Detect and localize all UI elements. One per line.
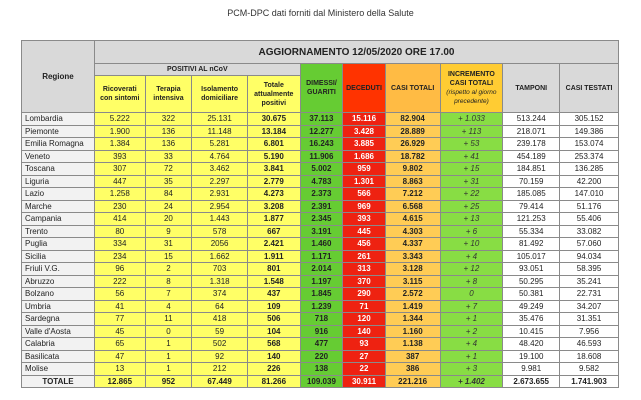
deceduti-cell: 959: [343, 163, 386, 176]
terapia-cell: 33: [145, 150, 192, 163]
deceduti-header: DECEDUTI: [343, 64, 386, 113]
region-header: Regione: [22, 41, 95, 113]
table-row: [22, 350, 619, 363]
casi-totali-cell: 3.115: [385, 275, 440, 288]
casi-testati-cell: 31.351: [560, 313, 619, 326]
incremento-cell: + 8: [440, 275, 503, 288]
dimessi-cell: 12.277: [300, 125, 343, 138]
incremento-cell: + 10: [440, 238, 503, 251]
incremento-cell: + 2: [440, 325, 503, 338]
ricoverati-cell: 56: [94, 288, 145, 301]
dimessi-cell: 1.845: [300, 288, 343, 301]
isolamento-cell: 1.662: [192, 250, 248, 263]
terapia-cell: 20: [145, 213, 192, 226]
dimessi-cell: 4.783: [300, 175, 343, 188]
tamponi-cell: 55.334: [503, 225, 560, 238]
ricoverati-cell: 334: [94, 238, 145, 251]
table-row: [22, 150, 619, 163]
casi-testati-cell: 94.034: [560, 250, 619, 263]
dimessi-cell: 5.002: [300, 163, 343, 176]
table-row: [22, 163, 619, 176]
ricoverati-cell: 77: [94, 313, 145, 326]
terapia-cell: 9: [145, 225, 192, 238]
ricoverati-cell: 1.258: [94, 188, 145, 201]
deceduti-cell: 456: [343, 238, 386, 251]
total-row: [22, 375, 619, 388]
incremento-cell: + 15: [440, 163, 503, 176]
dimessi-cell: 2.014: [300, 263, 343, 276]
casi-totali-cell: 7.212: [385, 188, 440, 201]
incremento-cell: + 31: [440, 175, 503, 188]
region-name: Molise: [22, 363, 95, 376]
casi-totali-cell: 1.138: [385, 338, 440, 351]
incremento-cell: + 1: [440, 350, 503, 363]
ricoverati-cell: 447: [94, 175, 145, 188]
table-row: [22, 275, 619, 288]
casi-totali-cell: 82.904: [385, 113, 440, 126]
totale-positivi-cell: 6.801: [247, 138, 300, 151]
casi-totali-cell: 3.343: [385, 250, 440, 263]
tamponi-header: TAMPONI: [503, 64, 560, 113]
ricoverati-cell: 222: [94, 275, 145, 288]
casi-testati-cell: 57.060: [560, 238, 619, 251]
casi-testati-cell: 34.207: [560, 300, 619, 313]
update-title: AGGIORNAMENTO 12/05/2020 ORE 17.00: [94, 41, 618, 64]
ricoverati-cell: 5.222: [94, 113, 145, 126]
totale-positivi-cell: 1.911: [247, 250, 300, 263]
casi-totali-cell: 4.303: [385, 225, 440, 238]
tamponi-cell: 454.189: [503, 150, 560, 163]
totale-positivi-cell: 1.877: [247, 213, 300, 226]
terapia-cell: 1: [145, 338, 192, 351]
deceduti-cell: 3.428: [343, 125, 386, 138]
region-name: Friuli V.G.: [22, 263, 95, 276]
casi-testati-cell: 136.285: [560, 163, 619, 176]
dimessi-cell: 2.345: [300, 213, 343, 226]
incremento-note: (rispetto al giorno precedente): [446, 89, 497, 105]
incremento-cell: + 53: [440, 138, 503, 151]
deceduti-cell: 93: [343, 338, 386, 351]
region-name: Puglia: [22, 238, 95, 251]
isolamento-cell: 1.443: [192, 213, 248, 226]
terapia-cell: 24: [145, 200, 192, 213]
casi-totali-cell: 1.160: [385, 325, 440, 338]
casi-testati-cell: 253.374: [560, 150, 619, 163]
tamponi-cell: 19.100: [503, 350, 560, 363]
isolamento-cell: 502: [192, 338, 248, 351]
dimessi-cell: 3.191: [300, 225, 343, 238]
total-dimessi: 109.039: [300, 375, 343, 388]
incremento-cell: + 113: [440, 125, 503, 138]
total-ricoverati: 12.865: [94, 375, 145, 388]
isolamento-cell: 4.764: [192, 150, 248, 163]
totale-positivi-cell: 30.675: [247, 113, 300, 126]
casi-testati-cell: 149.386: [560, 125, 619, 138]
isolamento-cell: 578: [192, 225, 248, 238]
total-testati: 1.741.903: [560, 375, 619, 388]
isolamento-cell: 25.131: [192, 113, 248, 126]
isolamento-cell: 5.281: [192, 138, 248, 151]
dimessi-cell: 1.197: [300, 275, 343, 288]
table-row: [22, 250, 619, 263]
casi-totali-cell: 386: [385, 363, 440, 376]
table-row: [22, 338, 619, 351]
deceduti-cell: 313: [343, 263, 386, 276]
table-row: [22, 188, 619, 201]
incremento-cell: + 12: [440, 263, 503, 276]
region-name: Basilicata: [22, 350, 95, 363]
region-name: Trento: [22, 225, 95, 238]
page-caption: PCM-DPC dati forniti dal Ministero della Salute: [227, 8, 414, 18]
table-row: [22, 313, 619, 326]
incremento-cell: + 13: [440, 213, 503, 226]
incremento-cell: + 1.033: [440, 113, 503, 126]
tamponi-cell: 50.381: [503, 288, 560, 301]
dimessi-cell: 916: [300, 325, 343, 338]
dimessi-cell: 37.113: [300, 113, 343, 126]
casi-testati-cell: 9.582: [560, 363, 619, 376]
dimessi-cell: 2.391: [300, 200, 343, 213]
isolamento-header: Isolamento domiciliare: [192, 76, 248, 113]
region-name: Valle d'Aosta: [22, 325, 95, 338]
casi-testati-cell: 153.074: [560, 138, 619, 151]
dimessi-cell: 16.243: [300, 138, 343, 151]
ricoverati-cell: 1.384: [94, 138, 145, 151]
incremento-cell: + 41: [440, 150, 503, 163]
casi-testati-cell: 35.241: [560, 275, 619, 288]
table-row: [22, 213, 619, 226]
casi-testati-cell: 51.176: [560, 200, 619, 213]
ricoverati-cell: 47: [94, 350, 145, 363]
terapia-cell: 15: [145, 250, 192, 263]
region-name: Toscana: [22, 163, 95, 176]
terapia-cell: 72: [145, 163, 192, 176]
table-row: [22, 263, 619, 276]
region-name: Emilia Romagna: [22, 138, 95, 151]
totale-positivi-cell: 140: [247, 350, 300, 363]
table-row: [22, 238, 619, 251]
table-row: [22, 113, 619, 126]
terapia-cell: 2: [145, 263, 192, 276]
isolamento-cell: 418: [192, 313, 248, 326]
casi-testati-header: CASI TESTATI: [560, 64, 619, 113]
tamponi-cell: 184.851: [503, 163, 560, 176]
ricoverati-cell: 230: [94, 200, 145, 213]
ricoverati-cell: 1.900: [94, 125, 145, 138]
casi-totali-cell: 1.419: [385, 300, 440, 313]
casi-testati-cell: 7.956: [560, 325, 619, 338]
incremento-cell: + 4: [440, 250, 503, 263]
casi-testati-cell: 46.593: [560, 338, 619, 351]
isolamento-cell: 3.462: [192, 163, 248, 176]
tamponi-cell: 50.295: [503, 275, 560, 288]
totale-positivi-cell: 2.421: [247, 238, 300, 251]
tamponi-cell: 79.414: [503, 200, 560, 213]
terapia-cell: 136: [145, 138, 192, 151]
casi-testati-cell: 305.152: [560, 113, 619, 126]
incremento-header: [440, 64, 503, 113]
ricoverati-cell: 414: [94, 213, 145, 226]
terapia-cell: 136: [145, 125, 192, 138]
terapia-cell: 322: [145, 113, 192, 126]
casi-totali-cell: 6.568: [385, 200, 440, 213]
terapia-cell: 84: [145, 188, 192, 201]
deceduti-cell: 370: [343, 275, 386, 288]
isolamento-cell: 2.297: [192, 175, 248, 188]
isolamento-cell: 92: [192, 350, 248, 363]
totale-positivi-cell: 5.190: [247, 150, 300, 163]
dimessi-cell: 718: [300, 313, 343, 326]
region-name: Veneto: [22, 150, 95, 163]
casi-totali-cell: 3.128: [385, 263, 440, 276]
casi-totali-cell: 28.889: [385, 125, 440, 138]
terapia-cell: 1: [145, 363, 192, 376]
dimessi-cell: 2.373: [300, 188, 343, 201]
totale-positivi-cell: 437: [247, 288, 300, 301]
tamponi-cell: 239.178: [503, 138, 560, 151]
isolamento-cell: 2.931: [192, 188, 248, 201]
totale-positivi-cell: 506: [247, 313, 300, 326]
deceduti-cell: 393: [343, 213, 386, 226]
casi-testati-cell: 58.395: [560, 263, 619, 276]
ricoverati-cell: 393: [94, 150, 145, 163]
table-row: [22, 363, 619, 376]
deceduti-cell: 290: [343, 288, 386, 301]
isolamento-cell: 11.148: [192, 125, 248, 138]
casi-totali-cell: 387: [385, 350, 440, 363]
isolamento-cell: 2056: [192, 238, 248, 251]
total-deceduti: 30.911: [343, 375, 386, 388]
ricoverati-cell: 65: [94, 338, 145, 351]
table-row: [22, 325, 619, 338]
table-body: [22, 113, 619, 376]
ricoverati-cell: 234: [94, 250, 145, 263]
isolamento-cell: 2.954: [192, 200, 248, 213]
table-row: [22, 125, 619, 138]
positives-header: POSITIVI AL nCoV: [94, 64, 300, 76]
dimessi-cell: 477: [300, 338, 343, 351]
dimessi-cell: 1.460: [300, 238, 343, 251]
ricoverati-cell: 80: [94, 225, 145, 238]
totale-positivi-cell: 568: [247, 338, 300, 351]
incremento-cell: + 25: [440, 200, 503, 213]
dimessi-cell: 138: [300, 363, 343, 376]
terapia-header: Terapia intensiva: [145, 76, 192, 113]
region-name: Sardegna: [22, 313, 95, 326]
incremento-cell: + 7: [440, 300, 503, 313]
isolamento-cell: 1.318: [192, 275, 248, 288]
terapia-cell: 8: [145, 275, 192, 288]
deceduti-cell: 27: [343, 350, 386, 363]
dimessi-cell: 220: [300, 350, 343, 363]
incremento-cell: + 1: [440, 313, 503, 326]
incremento-cell: 0: [440, 288, 503, 301]
deceduti-cell: 566: [343, 188, 386, 201]
ricoverati-cell: 96: [94, 263, 145, 276]
tamponi-cell: 35.476: [503, 313, 560, 326]
tamponi-cell: 185.085: [503, 188, 560, 201]
casi-testati-cell: 18.608: [560, 350, 619, 363]
total-isolamento: 67.449: [192, 375, 248, 388]
terapia-cell: 31: [145, 238, 192, 251]
tamponi-cell: 9.981: [503, 363, 560, 376]
isolamento-cell: 64: [192, 300, 248, 313]
totale-positivi-header: Totale attualmente positivi: [247, 76, 300, 113]
incremento-cell: + 6: [440, 225, 503, 238]
casi-totali-cell: 1.344: [385, 313, 440, 326]
totale-positivi-cell: 801: [247, 263, 300, 276]
total-tamponi: 2.673.655: [503, 375, 560, 388]
totale-positivi-cell: 667: [247, 225, 300, 238]
table-row: [22, 200, 619, 213]
casi-totali-cell: 4.337: [385, 238, 440, 251]
deceduti-cell: 969: [343, 200, 386, 213]
tamponi-cell: 70.159: [503, 175, 560, 188]
isolamento-cell: 212: [192, 363, 248, 376]
casi-totali-cell: 4.615: [385, 213, 440, 226]
tamponi-cell: 218.071: [503, 125, 560, 138]
deceduti-cell: 15.116: [343, 113, 386, 126]
ricoverati-cell: 13: [94, 363, 145, 376]
casi-testati-cell: 55.406: [560, 213, 619, 226]
deceduti-cell: 3.885: [343, 138, 386, 151]
deceduti-cell: 140: [343, 325, 386, 338]
isolamento-cell: 703: [192, 263, 248, 276]
table-row: [22, 288, 619, 301]
casi-totali-cell: 2.572: [385, 288, 440, 301]
casi-totali-cell: 26.929: [385, 138, 440, 151]
total-label: TOTALE: [22, 375, 95, 388]
totale-positivi-cell: 2.779: [247, 175, 300, 188]
ricoverati-header: Ricoverati con sintomi: [94, 76, 145, 113]
casi-totali-header: CASI TOTALI: [385, 64, 440, 113]
casi-testati-cell: 42.200: [560, 175, 619, 188]
totale-positivi-cell: 1.548: [247, 275, 300, 288]
region-name: Umbria: [22, 300, 95, 313]
deceduti-cell: 22: [343, 363, 386, 376]
tamponi-cell: 121.253: [503, 213, 560, 226]
casi-testati-cell: 22.731: [560, 288, 619, 301]
region-name: Campania: [22, 213, 95, 226]
incremento-title: INCREMENTO CASI TOTALI: [447, 71, 495, 87]
tamponi-cell: 513.244: [503, 113, 560, 126]
deceduti-cell: 445: [343, 225, 386, 238]
incremento-cell: + 4: [440, 338, 503, 351]
isolamento-cell: 59: [192, 325, 248, 338]
deceduti-cell: 261: [343, 250, 386, 263]
casi-testati-cell: 33.082: [560, 225, 619, 238]
tamponi-cell: 105.017: [503, 250, 560, 263]
isolamento-cell: 374: [192, 288, 248, 301]
region-name: Lombardia: [22, 113, 95, 126]
ricoverati-cell: 307: [94, 163, 145, 176]
ricoverati-cell: 41: [94, 300, 145, 313]
totale-positivi-cell: 104: [247, 325, 300, 338]
region-name: Liguria: [22, 175, 95, 188]
deceduti-cell: 120: [343, 313, 386, 326]
casi-testati-cell: 147.010: [560, 188, 619, 201]
dimessi-cell: 1.239: [300, 300, 343, 313]
totale-positivi-cell: 109: [247, 300, 300, 313]
casi-totali-cell: 18.782: [385, 150, 440, 163]
table-row: [22, 300, 619, 313]
terapia-cell: 4: [145, 300, 192, 313]
incremento-cell: + 22: [440, 188, 503, 201]
total-positivi: 81.266: [247, 375, 300, 388]
ricoverati-cell: 45: [94, 325, 145, 338]
total-casi: 221.216: [385, 375, 440, 388]
dimessi-cell: 1.171: [300, 250, 343, 263]
region-name: Sicilia: [22, 250, 95, 263]
casi-totali-cell: 8.863: [385, 175, 440, 188]
region-name: Marche: [22, 200, 95, 213]
deceduti-cell: 1.301: [343, 175, 386, 188]
covid-report-table: [21, 40, 619, 388]
total-terapia: 952: [145, 375, 192, 388]
totale-positivi-cell: 4.273: [247, 188, 300, 201]
deceduti-cell: 1.686: [343, 150, 386, 163]
total-incremento: + 1.402: [440, 375, 503, 388]
region-name: Calabria: [22, 338, 95, 351]
totale-positivi-cell: 226: [247, 363, 300, 376]
tamponi-cell: 81.492: [503, 238, 560, 251]
deceduti-cell: 71: [343, 300, 386, 313]
terapia-cell: 1: [145, 350, 192, 363]
terapia-cell: 7: [145, 288, 192, 301]
totale-positivi-cell: 3.841: [247, 163, 300, 176]
totale-positivi-cell: 13.184: [247, 125, 300, 138]
tamponi-cell: 49.249: [503, 300, 560, 313]
casi-totali-cell: 9.802: [385, 163, 440, 176]
region-name: Piemonte: [22, 125, 95, 138]
dimessi-header: DIMESSI/ GUARITI: [300, 64, 343, 113]
dimessi-cell: 11.906: [300, 150, 343, 163]
table-row: [22, 175, 619, 188]
totale-positivi-cell: 3.208: [247, 200, 300, 213]
table-row: [22, 225, 619, 238]
region-name: Lazio: [22, 188, 95, 201]
table-row: [22, 138, 619, 151]
tamponi-cell: 93.051: [503, 263, 560, 276]
incremento-cell: + 3: [440, 363, 503, 376]
tamponi-cell: 48.420: [503, 338, 560, 351]
terapia-cell: 11: [145, 313, 192, 326]
region-name: Abruzzo: [22, 275, 95, 288]
region-name: Bolzano: [22, 288, 95, 301]
terapia-cell: 35: [145, 175, 192, 188]
terapia-cell: 0: [145, 325, 192, 338]
tamponi-cell: 10.415: [503, 325, 560, 338]
